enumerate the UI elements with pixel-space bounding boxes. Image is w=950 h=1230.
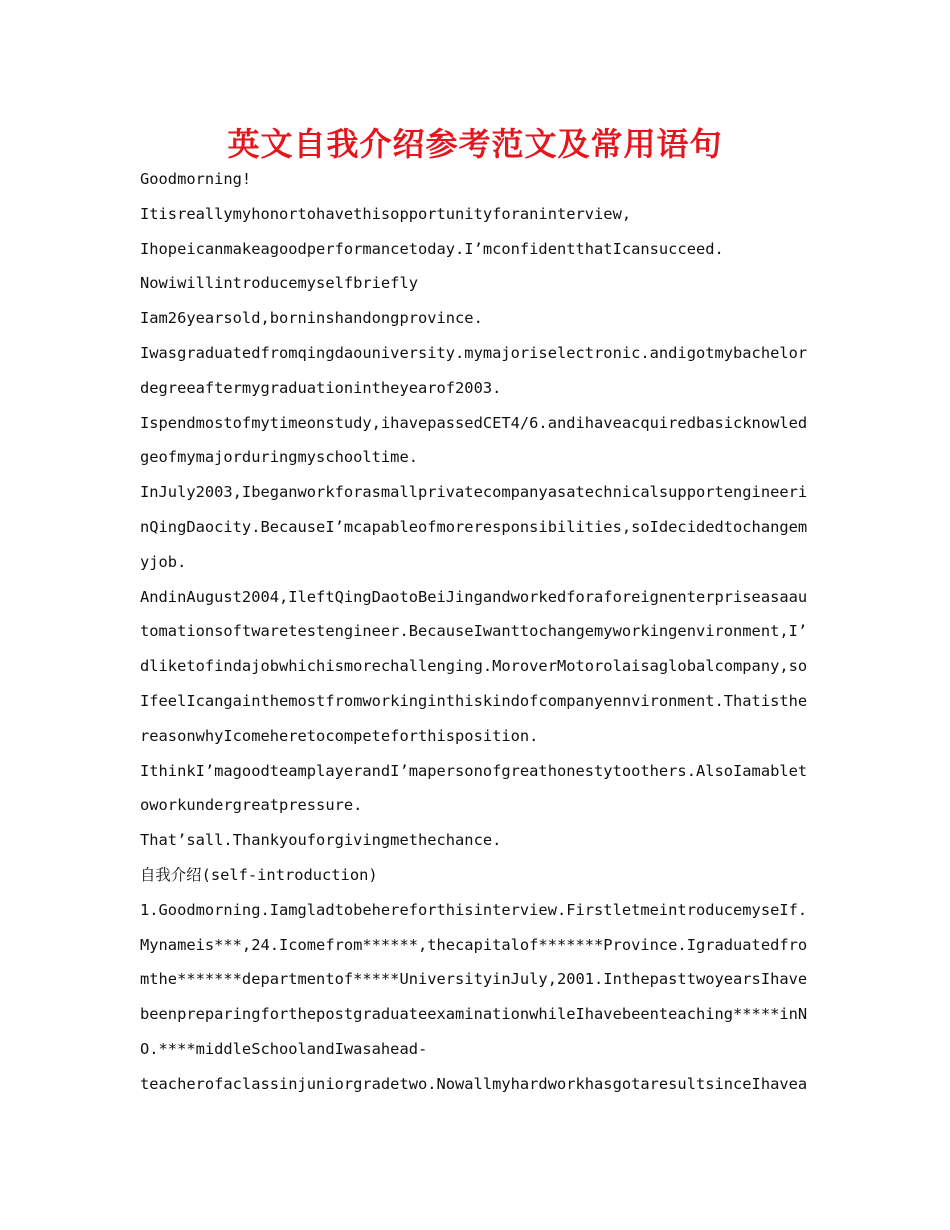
text-line: That’sall.Thankyouforgivingmethechance. (140, 831, 502, 850)
text-line: teacherofaclassinjuniorgradetwo.NowallmyhardworkhasgotaresultsinceIhavea (140, 1074, 808, 1093)
text-line: Mynameis***,24.Icomefrom******,thecapitalof*******Province.Igraduatedfro (140, 935, 808, 954)
text-line: nQingDaocity.BecauseI’mcapableofmoreresponsibilities,soIdecidedtochangem (140, 517, 808, 536)
document-body (140, 162, 812, 1102)
text-line: IfeelIcangainthemostfromworkinginthiskindofcompanyennvironment.Thatisthe (140, 691, 808, 710)
text-line: IthinkI’magoodteamplayerandI’mapersonofgreathonestytoothers.AlsoIamablet (140, 761, 808, 780)
text-line: dliketofindajobwhichismorechallenging.MoroverMotorolaisaglobalcompany,so (140, 657, 808, 676)
text-line: degreeaftermygraduationintheyearof2003. (140, 378, 502, 397)
text-line: Goodmorning! (140, 170, 252, 188)
text-line: Itisreallymyhonortohavethisopportunityforaninterview, (140, 204, 632, 223)
text-line: Iwasgraduatedfromqingdaouniversity.mymajoriselectronic.andigotmybachelor (140, 343, 808, 362)
text-line: yjob. (140, 552, 187, 571)
text-line: beenpreparingforthepostgraduateexaminationwhileIhavebeenteaching*****inN (140, 1005, 808, 1024)
section-heading: 自我介绍(self-introduction) (140, 865, 378, 884)
text-line: oworkundergreatpressure. (140, 796, 363, 815)
text-line: mthe*******departmentof*****UniversityinJuly,2001.InthepasttwoyearsIhave (140, 970, 808, 989)
text-line: Nowiwillintroducemyselfbriefly (140, 274, 418, 293)
text-line: InJuly2003,Ibeganworkforasmallprivatecompanyasatechnicalsupportengineeri (140, 483, 808, 502)
text-line: Iam26yearsold,borninshandongprovince. (140, 309, 483, 328)
text-line: reasonwhyIcomeheretocompeteforthisposition. (140, 726, 539, 745)
text-line: geofmymajorduringmyschooltime. (140, 448, 418, 467)
text-line: 1.Goodmorning.Iamgladtobehereforthisinterview.FirstletmeintroducemyseIf. (140, 900, 808, 919)
document-title: 英文自我介绍参考范文及常用语句 (227, 125, 723, 163)
text-line: O.****middleSchoolandIwasahead- (140, 1039, 428, 1058)
text-line: AndinAugust2004,IleftQingDaotoBeiJingandworkedforaforeignenterpriseasaau (140, 587, 808, 606)
text-line: Ispendmostofmytimeonstudy,ihavepassedCET4/6.andihaveacquiredbasicknowled (140, 413, 808, 432)
text-line: Ihopeicanmakeagoodperformancetoday.I’mconfidentthatIcansucceed. (140, 239, 724, 258)
text-line: tomationsoftwaretestengineer.BecauseIwanttochangemyworkingenvironment,I’ (140, 622, 808, 641)
